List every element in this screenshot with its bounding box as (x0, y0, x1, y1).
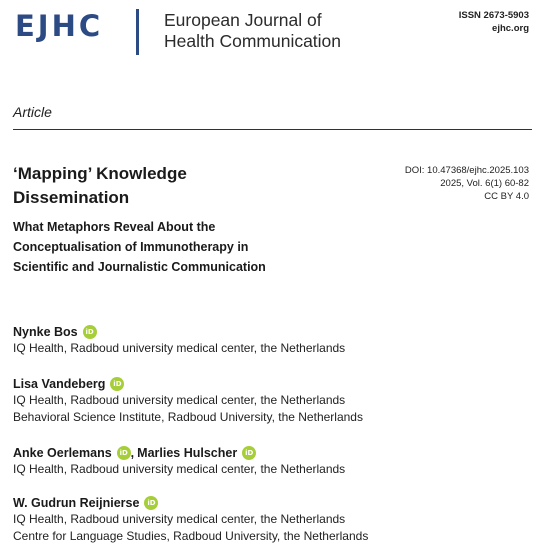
subtitle-line-2: Conceptualisation of Immunotherapy in (13, 240, 249, 254)
author-block-3 (13, 445, 345, 478)
affiliation: IQ Health, Radboud university medical center, the Netherlands (13, 393, 346, 407)
subtitle-line-1: What Metaphors Reveal About the (13, 220, 216, 234)
orcid-icon[interactable]: iD (110, 377, 124, 391)
author-block-1 (13, 324, 345, 357)
author-block-2 (13, 376, 363, 426)
affiliation: Behavioral Science Institute, Radboud University, the Netherlands (13, 410, 363, 424)
title-line-2: Dissemination (13, 188, 130, 207)
volume-info: 2025, Vol. 6(1) 60-82 (440, 178, 529, 189)
title-line-1: ‘Mapping’ Knowledge (13, 164, 187, 183)
orcid-icon[interactable]: iD (83, 325, 97, 339)
author-separator: , (130, 446, 135, 460)
journal-name-line-1: European Journal of (164, 10, 322, 30)
affiliation: IQ Health, Radboud university medical center, the Netherlands (13, 462, 346, 476)
author-name: Nynke Bos (13, 325, 78, 339)
article-subtitle (13, 217, 343, 277)
affiliation: Centre for Language Studies, Radboud University, the Netherlands (13, 529, 369, 543)
author-name: W. Gudrun Reijnierse (13, 496, 140, 510)
doi-link[interactable]: DOI: 10.47368/ejhc.2025.103 (404, 165, 529, 176)
author-name: Anke Oerlemans (13, 446, 112, 460)
author-name: Lisa Vandeberg (13, 377, 106, 391)
logo-divider (136, 9, 139, 55)
affiliation: IQ Health, Radboud university medical center, the Netherlands (13, 341, 346, 355)
article-meta (405, 164, 529, 203)
section-rule (13, 129, 532, 130)
subtitle-line-3: Scientific and Journalistic Communication (13, 260, 266, 274)
issn: ISSN 2673-5903 (458, 10, 529, 21)
affiliation: IQ Health, Radboud university medical center, the Netherlands (13, 512, 346, 526)
journal-name (164, 10, 404, 52)
author-name: Marlies Hulscher (137, 446, 238, 460)
orcid-icon[interactable]: iD (117, 446, 131, 460)
section-label: Article (13, 104, 52, 120)
journal-name-line-2: Health Communication (164, 31, 342, 51)
article-title (13, 162, 343, 210)
site-link[interactable]: ejhc.org (492, 23, 529, 34)
license[interactable]: CC BY 4.0 (484, 191, 529, 202)
orcid-icon[interactable]: iD (242, 446, 256, 460)
orcid-icon[interactable]: iD (144, 496, 158, 510)
author-block-4 (13, 495, 368, 545)
journal-logo: EJHC (15, 9, 104, 43)
issn-block (459, 9, 529, 35)
